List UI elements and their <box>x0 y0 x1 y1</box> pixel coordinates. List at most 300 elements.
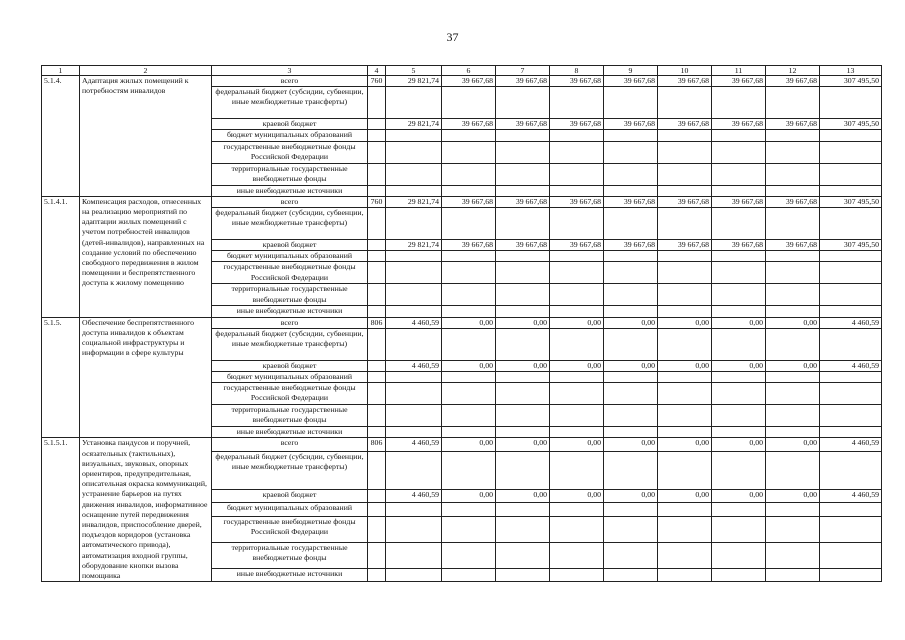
year-value <box>766 306 820 317</box>
year-value <box>712 383 766 405</box>
item-name: Адаптация жилых помещений к потребностям инвалидов <box>80 76 212 197</box>
year-value <box>442 451 496 489</box>
funding-source: иные внебюджетные источники <box>212 427 368 438</box>
year-value <box>712 451 766 489</box>
year-value: 39 667,68 <box>442 240 496 251</box>
year-value: 39 667,68 <box>766 76 820 87</box>
year-value: 4 460,59 <box>386 317 442 328</box>
year-value <box>604 208 658 240</box>
year-value: 39 667,68 <box>766 119 820 130</box>
year-value <box>604 516 658 542</box>
header-cell: 4 <box>368 66 386 76</box>
table-header-row <box>42 66 882 76</box>
year-value: 0,00 <box>658 317 712 328</box>
item-code: 5.1.4.1. <box>42 196 80 317</box>
year-value <box>496 262 550 284</box>
budget-code-empty <box>368 542 386 568</box>
total-value <box>820 163 882 185</box>
year-value <box>496 427 550 438</box>
year-value <box>658 328 712 360</box>
year-value <box>442 405 496 427</box>
funding-source: краевой бюджет <box>212 240 368 251</box>
year-value: 39 667,68 <box>658 119 712 130</box>
year-value: 39 667,68 <box>442 119 496 130</box>
year-value: 39 667,68 <box>496 240 550 251</box>
year-value: 0,00 <box>550 360 604 371</box>
year-value <box>550 208 604 240</box>
budget-code-empty <box>368 306 386 317</box>
year-value: 0,00 <box>766 438 820 451</box>
budget-code-empty <box>368 451 386 489</box>
budget-code-empty <box>368 130 386 141</box>
year-value <box>658 503 712 516</box>
year-value <box>712 87 766 119</box>
year-value <box>766 284 820 306</box>
funding-source: территориальные государственные внебюджетные фонды <box>212 163 368 185</box>
year-value <box>658 141 712 163</box>
table-row <box>42 317 882 328</box>
year-value <box>442 328 496 360</box>
year-value: 39 667,68 <box>658 76 712 87</box>
year-value <box>550 383 604 405</box>
year-value <box>550 451 604 489</box>
year-value: 0,00 <box>712 317 766 328</box>
total-value: 4 460,59 <box>820 317 882 328</box>
budget-code-empty <box>368 489 386 502</box>
year-value <box>550 306 604 317</box>
year-value: 39 667,68 <box>442 196 496 207</box>
total-value <box>820 516 882 542</box>
year-value <box>386 87 442 119</box>
year-value: 0,00 <box>442 317 496 328</box>
year-value <box>550 542 604 568</box>
year-value: 4 460,59 <box>386 489 442 502</box>
year-value <box>386 163 442 185</box>
year-value: 39 667,68 <box>712 119 766 130</box>
budget-table <box>41 65 882 582</box>
year-value: 39 667,68 <box>604 196 658 207</box>
year-value <box>550 427 604 438</box>
funding-source: государственные внебюджетные фонды Российской Федерации <box>212 262 368 284</box>
total-value: 307 495,50 <box>820 196 882 207</box>
total-value <box>820 284 882 306</box>
header-cell: 2 <box>80 66 212 76</box>
year-value: 0,00 <box>604 317 658 328</box>
budget-code-empty <box>368 516 386 542</box>
budget-code-empty <box>368 262 386 284</box>
year-value: 39 667,68 <box>658 240 712 251</box>
item-name: Компенсация расходов, отнесенных на реализацию мероприятий по адаптации жилых помещений с учетом потребностей инвалидов (детей-инвалидов), направленных на создание условий по обеспечению свободного передвижения в жилом помещении и беспрепятственного доступа к жилому помещению <box>80 196 212 317</box>
year-value <box>496 87 550 119</box>
year-value <box>658 372 712 383</box>
total-value <box>820 542 882 568</box>
year-value <box>766 262 820 284</box>
funding-source: всего <box>212 196 368 207</box>
year-value <box>712 372 766 383</box>
year-value <box>658 516 712 542</box>
year-value: 39 667,68 <box>604 76 658 87</box>
table-row <box>42 438 882 451</box>
year-value <box>766 87 820 119</box>
year-value <box>550 284 604 306</box>
year-value <box>550 87 604 119</box>
year-value: 4 460,59 <box>386 360 442 371</box>
year-value <box>604 372 658 383</box>
budget-code-empty <box>368 360 386 371</box>
funding-source: территориальные государственные внебюджетные фонды <box>212 542 368 568</box>
year-value <box>712 251 766 262</box>
total-value <box>820 405 882 427</box>
year-value <box>496 568 550 581</box>
year-value <box>550 568 604 581</box>
year-value <box>550 130 604 141</box>
year-value <box>712 405 766 427</box>
year-value <box>712 503 766 516</box>
budget-code-empty <box>368 240 386 251</box>
total-value: 307 495,50 <box>820 76 882 87</box>
funding-source: бюджет муниципальных образований <box>212 503 368 516</box>
funding-source: федеральный бюджет (субсидии, субвенции, иные межбюджетные трансферты) <box>212 451 368 489</box>
funding-source: всего <box>212 438 368 451</box>
funding-source: бюджет муниципальных образований <box>212 372 368 383</box>
year-value: 0,00 <box>550 438 604 451</box>
header-cell: 3 <box>212 66 368 76</box>
year-value <box>658 568 712 581</box>
funding-source: краевой бюджет <box>212 489 368 502</box>
funding-source: всего <box>212 317 368 328</box>
budget-code-empty <box>368 372 386 383</box>
total-value <box>820 372 882 383</box>
year-value <box>604 568 658 581</box>
year-value: 0,00 <box>496 438 550 451</box>
year-value <box>766 328 820 360</box>
total-value: 307 495,50 <box>820 119 882 130</box>
year-value <box>496 503 550 516</box>
year-value <box>550 372 604 383</box>
budget-code: 806 <box>368 317 386 328</box>
table-body <box>42 66 882 582</box>
year-value <box>442 306 496 317</box>
funding-source: федеральный бюджет (субсидии, субвенции, иные межбюджетные трансферты) <box>212 208 368 240</box>
total-value: 4 460,59 <box>820 489 882 502</box>
year-value <box>496 451 550 489</box>
year-value <box>550 328 604 360</box>
total-value: 4 460,59 <box>820 360 882 371</box>
funding-source: иные внебюджетные источники <box>212 306 368 317</box>
year-value: 39 667,68 <box>550 76 604 87</box>
year-value <box>712 284 766 306</box>
year-value: 4 460,59 <box>386 438 442 451</box>
year-value <box>604 163 658 185</box>
year-value <box>604 87 658 119</box>
year-value <box>766 208 820 240</box>
year-value <box>712 130 766 141</box>
year-value <box>386 130 442 141</box>
budget-code-empty <box>368 383 386 405</box>
year-value: 0,00 <box>604 489 658 502</box>
header-cell: 10 <box>658 66 712 76</box>
year-value <box>604 251 658 262</box>
year-value <box>766 405 820 427</box>
funding-source: государственные внебюджетные фонды Российской Федерации <box>212 383 368 405</box>
funding-source: краевой бюджет <box>212 119 368 130</box>
year-value: 0,00 <box>766 360 820 371</box>
year-value <box>766 383 820 405</box>
budget-code-empty <box>368 427 386 438</box>
budget-code-empty <box>368 119 386 130</box>
year-value <box>766 542 820 568</box>
year-value <box>712 262 766 284</box>
year-value: 0,00 <box>442 438 496 451</box>
year-value <box>550 503 604 516</box>
total-value <box>820 251 882 262</box>
year-value <box>766 503 820 516</box>
year-value <box>712 516 766 542</box>
header-cell: 8 <box>550 66 604 76</box>
year-value: 39 667,68 <box>496 76 550 87</box>
total-value <box>820 568 882 581</box>
year-value <box>442 163 496 185</box>
year-value: 0,00 <box>496 360 550 371</box>
year-value: 39 667,68 <box>658 196 712 207</box>
budget-code: 760 <box>368 196 386 207</box>
header-cell: 13 <box>820 66 882 76</box>
year-value <box>550 185 604 196</box>
year-value: 39 667,68 <box>496 196 550 207</box>
funding-source: государственные внебюджетные фонды Российской Федерации <box>212 141 368 163</box>
year-value <box>496 130 550 141</box>
budget-code-empty <box>368 405 386 427</box>
year-value: 39 667,68 <box>766 240 820 251</box>
year-value <box>442 130 496 141</box>
total-value <box>820 208 882 240</box>
year-value <box>496 383 550 405</box>
year-value <box>442 542 496 568</box>
year-value <box>766 130 820 141</box>
year-value <box>442 568 496 581</box>
year-value <box>766 568 820 581</box>
funding-source: иные внебюджетные источники <box>212 185 368 196</box>
year-value: 0,00 <box>604 360 658 371</box>
year-value: 29 821,74 <box>386 119 442 130</box>
funding-source: федеральный бюджет (субсидии, субвенции, иные межбюджетные трансферты) <box>212 87 368 119</box>
year-value <box>496 208 550 240</box>
year-value <box>442 251 496 262</box>
year-value <box>658 208 712 240</box>
year-value <box>658 542 712 568</box>
year-value: 0,00 <box>496 489 550 502</box>
funding-source: краевой бюджет <box>212 360 368 371</box>
year-value <box>604 306 658 317</box>
header-cell: 11 <box>712 66 766 76</box>
year-value <box>712 568 766 581</box>
year-value <box>496 306 550 317</box>
table-row <box>42 76 882 87</box>
item-name: Установка пандусов и поручней, осязательных (тактильных), визуальных, звуковых, опорных ориентиров, предупредительная, описательная окраска коммуникаций, устранение барьеров на путях движения инвалидов, информативное оснащение путей передвижения инвалидов, приспособление дверей, подъездов коридоров (установка автоматического привода), автоматизация входной группы, оборудование кнопки вызова помощника <box>80 438 212 582</box>
budget-code-empty <box>368 163 386 185</box>
year-value <box>766 163 820 185</box>
year-value <box>386 251 442 262</box>
year-value: 0,00 <box>442 489 496 502</box>
year-value <box>604 284 658 306</box>
year-value: 0,00 <box>712 438 766 451</box>
header-cell: 12 <box>766 66 820 76</box>
year-value <box>496 284 550 306</box>
year-value <box>496 372 550 383</box>
year-value <box>386 542 442 568</box>
page-number: 37 <box>446 30 459 44</box>
total-value <box>820 130 882 141</box>
year-value <box>386 383 442 405</box>
year-value: 39 667,68 <box>712 196 766 207</box>
year-value: 29 821,74 <box>386 240 442 251</box>
year-value: 0,00 <box>604 438 658 451</box>
year-value <box>604 328 658 360</box>
year-value <box>496 141 550 163</box>
year-value: 39 667,68 <box>550 196 604 207</box>
year-value <box>550 251 604 262</box>
year-value: 0,00 <box>550 317 604 328</box>
budget-code-empty <box>368 208 386 240</box>
year-value <box>604 262 658 284</box>
funding-source: федеральный бюджет (субсидии, субвенции, иные межбюджетные трансферты) <box>212 328 368 360</box>
year-value <box>442 208 496 240</box>
year-value <box>442 185 496 196</box>
year-value: 0,00 <box>766 489 820 502</box>
funding-source: всего <box>212 76 368 87</box>
year-value <box>712 163 766 185</box>
header-cell: 5 <box>386 66 442 76</box>
year-value: 0,00 <box>658 438 712 451</box>
year-value: 39 667,68 <box>604 119 658 130</box>
year-value: 39 667,68 <box>604 240 658 251</box>
total-value: 307 495,50 <box>820 240 882 251</box>
year-value <box>604 141 658 163</box>
year-value: 0,00 <box>658 360 712 371</box>
year-value <box>442 262 496 284</box>
total-value <box>820 306 882 317</box>
year-value <box>496 542 550 568</box>
year-value <box>386 185 442 196</box>
year-value: 0,00 <box>550 489 604 502</box>
total-value <box>820 87 882 119</box>
budget-code: 760 <box>368 76 386 87</box>
budget-code-empty <box>368 503 386 516</box>
year-value <box>766 516 820 542</box>
year-value: 39 667,68 <box>766 196 820 207</box>
year-value <box>712 542 766 568</box>
year-value <box>766 251 820 262</box>
year-value: 39 667,68 <box>712 76 766 87</box>
year-value <box>386 208 442 240</box>
year-value <box>550 163 604 185</box>
year-value <box>658 262 712 284</box>
year-value <box>386 262 442 284</box>
year-value: 0,00 <box>496 317 550 328</box>
year-value <box>386 328 442 360</box>
total-value <box>820 383 882 405</box>
item-code: 5.1.4. <box>42 76 80 197</box>
year-value <box>496 516 550 542</box>
year-value: 29 821,74 <box>386 76 442 87</box>
year-value: 0,00 <box>712 489 766 502</box>
header-cell: 7 <box>496 66 550 76</box>
year-value <box>442 141 496 163</box>
header-cell: 6 <box>442 66 496 76</box>
year-value <box>386 451 442 489</box>
year-value <box>386 372 442 383</box>
year-value <box>550 516 604 542</box>
year-value <box>386 516 442 542</box>
funding-source: государственные внебюджетные фонды Российской Федерации <box>212 516 368 542</box>
year-value <box>604 542 658 568</box>
year-value <box>550 141 604 163</box>
year-value <box>442 516 496 542</box>
year-value <box>496 185 550 196</box>
total-value <box>820 185 882 196</box>
total-value <box>820 427 882 438</box>
year-value <box>386 568 442 581</box>
year-value <box>604 503 658 516</box>
budget-code-empty <box>368 185 386 196</box>
year-value <box>442 383 496 405</box>
year-value <box>658 87 712 119</box>
year-value: 39 667,68 <box>550 119 604 130</box>
year-value <box>386 405 442 427</box>
year-value <box>712 427 766 438</box>
year-value <box>386 141 442 163</box>
year-value <box>766 185 820 196</box>
year-value <box>604 185 658 196</box>
year-value: 39 667,68 <box>496 119 550 130</box>
total-value: 4 460,59 <box>820 438 882 451</box>
year-value <box>658 185 712 196</box>
year-value <box>658 130 712 141</box>
item-name: Обеспечение беспрепятственного доступа инвалидов к объектам социальной инфраструктуры и информации в сфере культуры <box>80 317 212 438</box>
total-value <box>820 328 882 360</box>
year-value <box>766 372 820 383</box>
year-value <box>496 405 550 427</box>
total-value <box>820 451 882 489</box>
year-value: 0,00 <box>766 317 820 328</box>
year-value <box>604 451 658 489</box>
funding-source: территориальные государственные внебюджетные фонды <box>212 284 368 306</box>
year-value <box>712 185 766 196</box>
year-value <box>442 427 496 438</box>
year-value: 0,00 <box>712 360 766 371</box>
year-value <box>442 284 496 306</box>
year-value <box>496 163 550 185</box>
total-value <box>820 141 882 163</box>
year-value <box>604 405 658 427</box>
year-value <box>386 306 442 317</box>
year-value <box>712 306 766 317</box>
year-value <box>442 87 496 119</box>
year-value <box>712 328 766 360</box>
year-value: 29 821,74 <box>386 196 442 207</box>
total-value <box>820 262 882 284</box>
item-code: 5.1.5. <box>42 317 80 438</box>
year-value <box>658 383 712 405</box>
year-value <box>550 405 604 427</box>
year-value <box>658 251 712 262</box>
header-cell: 9 <box>604 66 658 76</box>
year-value: 39 667,68 <box>712 240 766 251</box>
year-value <box>658 163 712 185</box>
budget-code-empty <box>368 568 386 581</box>
year-value <box>658 306 712 317</box>
item-code: 5.1.5.1. <box>42 438 80 582</box>
